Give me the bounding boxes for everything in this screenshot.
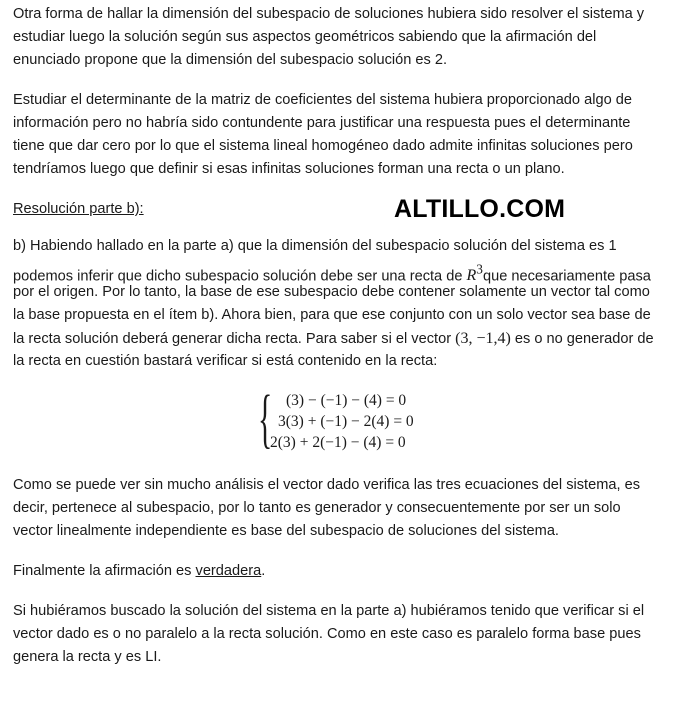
equation: (3) − (−1) − (4) = 0 [286, 392, 407, 409]
text-line: vector linealmente independiente es base del subespacio de soluciones del sistema. [13, 523, 559, 539]
text-line: genera la recta y es LI. [13, 649, 162, 665]
text-line: Como se puede ver sin mucho análisis el vector dado verifica las tres ecuaciones del sistema, es [13, 477, 641, 493]
paragraph-6 [13, 600, 700, 669]
text-line: estudiar luego la solución según sus aspectos geométricos sabiendo que la afirmación del [13, 29, 597, 45]
text-line: b) Habiendo hallado en la parte a) que la dimensión del subespacio solución del sistema es 1 [13, 238, 617, 254]
text-line: Estudiar el determinante de la matriz de coeficientes del sistema hubiera proporcionado algo de [13, 92, 632, 108]
text: podemos inferir que dicho subespacio solución debe ser una recta de [13, 268, 467, 285]
paragraph-1 [13, 3, 700, 72]
text-line: la recta en cuestión bastará verificar si está contenido en la recta: [13, 353, 438, 369]
text-line: Si hubiéramos buscado la solución del sistema en la parte a) hubiéramos tenido que verificar si el [13, 603, 645, 619]
equation: 2(3) + 2(−1) − (4) = 0 [270, 434, 406, 451]
text-line [13, 560, 700, 583]
text-line: información pero no habría sido contundente para justificar una respuesta pues el determinante [13, 115, 631, 131]
equation: 3(3) + (−1) − 2(4) = 0 [278, 413, 414, 430]
text-line: vector dado es o no paralelo a la recta solución. Como en este caso es paralelo forma base pues [13, 626, 641, 642]
text-line [13, 258, 700, 285]
text: Finalmente la afirmación es [13, 563, 196, 579]
text-line: enunciado propone que la dimensión del subespacio solución es 2. [13, 52, 448, 68]
underlined-answer: verdadera [195, 563, 262, 579]
paragraph-4 [13, 474, 700, 543]
text-line: decir, pertenece al subespacio, por lo tanto es generador y consecuentemente por ser un solo [13, 500, 621, 516]
brace-icon: { [258, 382, 273, 455]
text-line: tendríamos luego que definir si esas infinitas soluciones forman una recta o un plano. [13, 161, 565, 177]
section-heading: Resolución parte b): [13, 201, 144, 217]
paragraph-5 [13, 560, 700, 583]
paragraph-3 [13, 235, 700, 373]
altillo-logo: ALTILLO.COM [394, 195, 566, 223]
text-line [13, 327, 700, 350]
math-sup: 3 [476, 262, 483, 277]
text-line: tiene que dar cero por lo que el sistema lineal homogéneo dado admite infinitas soluciones pero [13, 138, 633, 154]
text-line: por el origen. Por lo tanto, la base de ese subespacio debe contener solamente un vector tal como [13, 284, 650, 300]
text: la recta solución deberá generar dicha recta. Para saber si el vector [13, 331, 456, 347]
text-line: la base propuesta en el ítem b). Ahora bien, para que ese conjunto con un solo vector sea base de [13, 307, 651, 323]
text: es o no generador de [510, 331, 654, 347]
text-line: Otra forma de hallar la dimensión del subespacio de soluciones hubiera sido resolver el sistema y [13, 6, 645, 22]
math-vector: (3, −1,4) [455, 330, 511, 347]
equation-system [258, 382, 700, 455]
text: que necesariamente pasa [482, 268, 651, 285]
math-var: R [466, 267, 477, 285]
paragraph-2 [13, 89, 700, 181]
text: . [261, 563, 266, 579]
